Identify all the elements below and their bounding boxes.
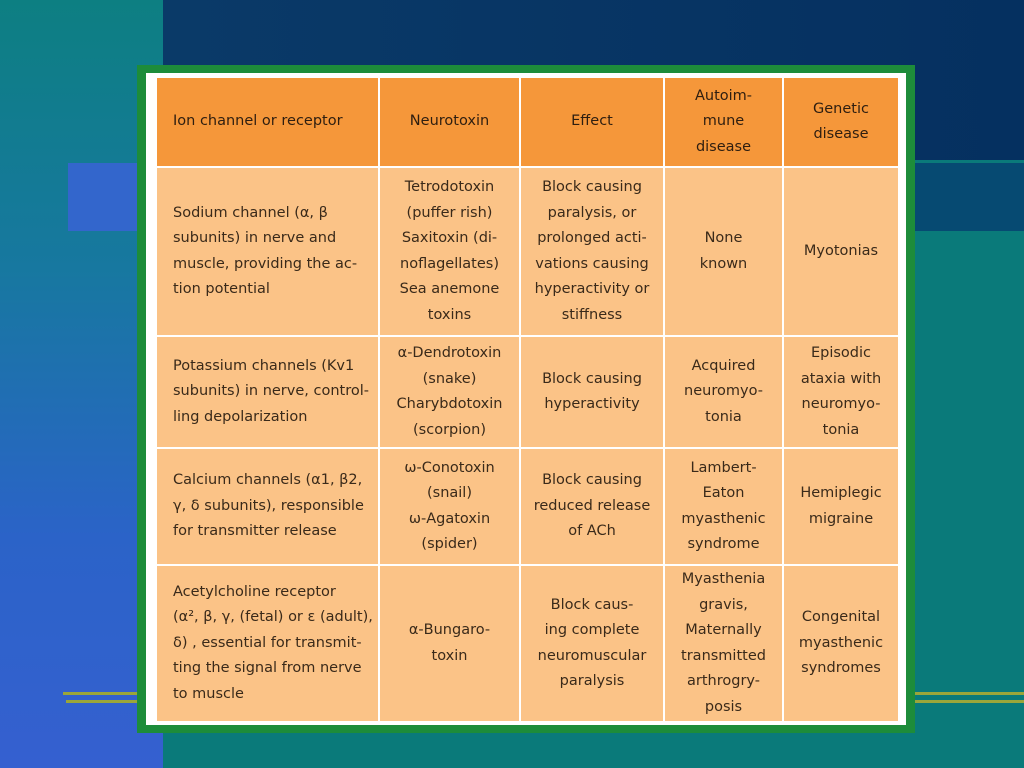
table-row (156, 167, 899, 336)
table-cell: Tetrodotoxin (puffer rish) Saxitoxin (di- noflagellates) Sea anemone toxins (379, 167, 520, 336)
table-cell: Acetylcholine receptor (α², β, γ, (fetal) or ε (adult), δ) , essential for transmit- ting the signal from nerve to muscle (156, 565, 379, 722)
table-cell: Myasthenia gravis, Maternally transmitted arthrogry- posis (664, 565, 783, 722)
table-row (156, 565, 899, 722)
header-cell: Genetic disease (783, 77, 899, 167)
table-cell: Lambert- Eaton myasthenic syndrome (664, 448, 783, 565)
table-cell: Block causing reduced release of ACh (520, 448, 664, 565)
header-cell: Autoim- mune disease (664, 77, 783, 167)
header-cell: Effect (520, 77, 664, 167)
table-cell: Congenital myasthenic syndromes (783, 565, 899, 722)
neurotoxin-table (155, 76, 900, 723)
table-cell: α-Bungaro- toxin (379, 565, 520, 722)
background-accent-right (913, 163, 1024, 231)
header-cell: Neurotoxin (379, 77, 520, 167)
table-cell: Myotonias (783, 167, 899, 336)
table-cell: Block causing paralysis, or prolonged acti- vations causing hyperactivity or stiffness (520, 167, 664, 336)
table-cell: Hemiplegic migraine (783, 448, 899, 565)
table-cell: Block caus- ing complete neuromuscular paralysis (520, 565, 664, 722)
decor-stripe (63, 692, 143, 695)
decor-stripe (913, 692, 1024, 695)
table-cell: α-Dendrotoxin (snake) Charybdotoxin (scorpion) (379, 336, 520, 448)
table-row (156, 448, 899, 565)
table-cell: Acquired neuromyo- tonia (664, 336, 783, 448)
table-cell: Block causing hyperactivity (520, 336, 664, 448)
table-cell: Episodic ataxia with neuromyo- tonia (783, 336, 899, 448)
table-cell: Sodium channel (α, β subunits) in nerve and muscle, providing the ac- tion potential (156, 167, 379, 336)
table-cell: None known (664, 167, 783, 336)
table-cell: Potassium channels (Kv1 subunits) in nerve, control- ling depolarization (156, 336, 379, 448)
table-cell: ω-Conotoxin (snail) ω-Agatoxin (spider) (379, 448, 520, 565)
table-header-row (156, 77, 899, 167)
decor-stripe (913, 700, 1024, 703)
table-row (156, 336, 899, 448)
decor-stripe (66, 700, 143, 703)
table-cell: Calcium channels (α1, β2, γ, δ subunits), responsible for transmitter release (156, 448, 379, 565)
header-cell: Ion channel or receptor (156, 77, 379, 167)
